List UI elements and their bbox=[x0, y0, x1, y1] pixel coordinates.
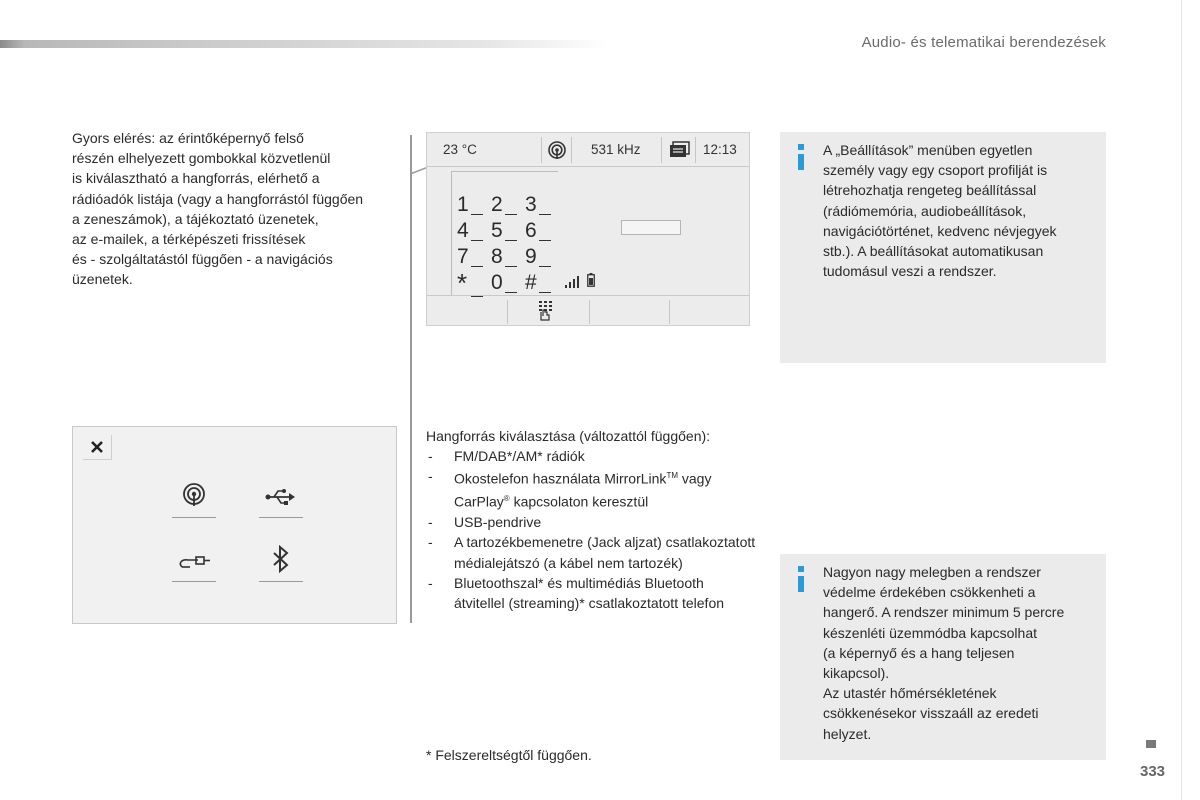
text-line: védelme érdekében csökkenheti a bbox=[823, 584, 1036, 601]
source-list-item: - Bluetoothszal* és multimédiás Bluetooth átvitellel (streaming)* csatlakoztatott telefon bbox=[426, 573, 756, 613]
close-icon bbox=[90, 440, 104, 454]
header-bar bbox=[0, 40, 610, 48]
text-line: személy vagy egy csoport profilját is bbox=[823, 162, 1048, 179]
source-list-intro: Hangforrás kiválasztása (változattól függően): bbox=[426, 428, 711, 444]
right-margin-rule bbox=[1181, 0, 1182, 800]
text-line: (rádiómemória, audiobeállítások, bbox=[823, 202, 1027, 219]
footnote: * Felszereltségtől függően. bbox=[426, 747, 592, 763]
text-line: készenléti üzemmódba kapcsolhat bbox=[823, 624, 1038, 641]
text-line: rádióadók listája (vagy a hangforrástól függően bbox=[72, 190, 364, 207]
source-selection-panel bbox=[72, 426, 397, 624]
text-line: helyzet. bbox=[823, 725, 872, 742]
quick-access-paragraph bbox=[72, 128, 402, 290]
text-line: az e-mailek, a térképészeti frissítések bbox=[72, 231, 306, 248]
text-line: Gyors elérés: az érintőképernyő felső bbox=[72, 130, 304, 146]
text-line: a zeneszámok), a tájékoztató üzenetek, bbox=[72, 210, 319, 227]
text-line: is kiválasztható a hangforrás, elérhető a bbox=[72, 170, 320, 187]
keypad-key-3[interactable]: 3 bbox=[525, 193, 559, 217]
text-line: (a képernyő és a hang teljesen bbox=[823, 644, 1015, 661]
text-line: kikapcsol). bbox=[823, 665, 890, 682]
text-line: Az utastér hőmérsékletének bbox=[823, 685, 997, 702]
messages-icon[interactable] bbox=[669, 141, 691, 164]
keypad-key-2[interactable]: 2 bbox=[491, 193, 525, 217]
text-line: csökkenésekor visszaáll az eredeti bbox=[823, 705, 1039, 722]
keypad-key-4[interactable]: 4 bbox=[457, 219, 491, 243]
number-display-field[interactable] bbox=[621, 220, 681, 235]
phone-keypad bbox=[457, 192, 559, 296]
source-bluetooth-button[interactable] bbox=[259, 541, 303, 582]
keypad-key-star[interactable]: * bbox=[457, 268, 491, 299]
text-line: navigációtörténet, kedvenc névjegyek bbox=[823, 222, 1057, 239]
text-line: részén elhelyezett gombokkal közvetlenül bbox=[72, 150, 331, 167]
source-list-item: - Okostelefon használata MirrorLink™ vagy CarPlay® kapcsolaton keresztül bbox=[426, 466, 756, 512]
page-number: 333 bbox=[1140, 763, 1166, 780]
text-line: hangerő. A rendszer minimum 5 percre bbox=[823, 604, 1065, 621]
source-radio-button[interactable] bbox=[172, 477, 216, 518]
text-line: stb.). A beállításokat automatikusan bbox=[823, 243, 1044, 260]
keypad-key-8[interactable]: 8 bbox=[491, 245, 525, 269]
keypad-key-7[interactable]: 7 bbox=[457, 245, 491, 269]
status-bar bbox=[427, 133, 749, 167]
jack-icon bbox=[178, 551, 210, 573]
temperature-readout: 23 °C bbox=[443, 142, 477, 157]
source-usb-button[interactable] bbox=[259, 477, 303, 518]
info-box-heat bbox=[780, 554, 1106, 760]
radio-icon[interactable] bbox=[547, 140, 567, 165]
source-list-item: - USB-pendrive bbox=[426, 512, 756, 532]
keypad-key-6[interactable]: 6 bbox=[525, 219, 559, 243]
text-line: létrehozhatja rengeteg beállítással bbox=[823, 182, 1037, 199]
keypad-key-0[interactable]: 0 bbox=[491, 271, 525, 295]
text-line: A „Beállítások” menüben egyetlen bbox=[823, 142, 1033, 158]
source-list-item: - FM/DAB*/AM* rádiók bbox=[426, 446, 756, 466]
source-list-item: - A tartozékbemenetre (Jack aljzat) csatlakoztatott médialejátszó (a kábel nem tartozék) bbox=[426, 532, 756, 572]
signal-strength-icon bbox=[565, 275, 581, 293]
text-line: üzenetek. bbox=[72, 271, 133, 288]
source-list bbox=[426, 446, 756, 613]
column-divider bbox=[410, 135, 412, 623]
dialpad-hand-icon[interactable] bbox=[537, 300, 557, 327]
keypad-key-1[interactable]: 1 bbox=[457, 193, 491, 217]
frequency-readout: 531 kHz bbox=[591, 142, 641, 157]
text-line: és - szolgáltatástól függően - a navigációs bbox=[72, 251, 333, 268]
keypad-key-hash[interactable]: # bbox=[525, 271, 559, 295]
radio-icon bbox=[182, 483, 206, 507]
usb-icon bbox=[265, 487, 295, 507]
close-button[interactable] bbox=[83, 435, 112, 460]
text-line: tudomásul veszi a rendszer. bbox=[823, 263, 997, 280]
info-box-profiles bbox=[780, 132, 1106, 363]
battery-icon bbox=[587, 273, 595, 292]
page-header-title: Audio- és telematikai berendezések bbox=[861, 34, 1106, 51]
keypad-key-9[interactable]: 9 bbox=[525, 245, 559, 269]
clock-readout: 12:13 bbox=[703, 142, 737, 157]
source-jack-button[interactable] bbox=[172, 541, 216, 582]
source-list-section bbox=[426, 426, 756, 613]
phone-screen-illustration bbox=[426, 132, 750, 326]
keypad-key-5[interactable]: 5 bbox=[491, 219, 525, 243]
screen-bottom-bar bbox=[427, 295, 749, 326]
text-line: Nagyon nagy melegben a rendszer bbox=[823, 564, 1041, 580]
bluetooth-icon bbox=[272, 545, 290, 573]
page-marker bbox=[1146, 740, 1156, 748]
